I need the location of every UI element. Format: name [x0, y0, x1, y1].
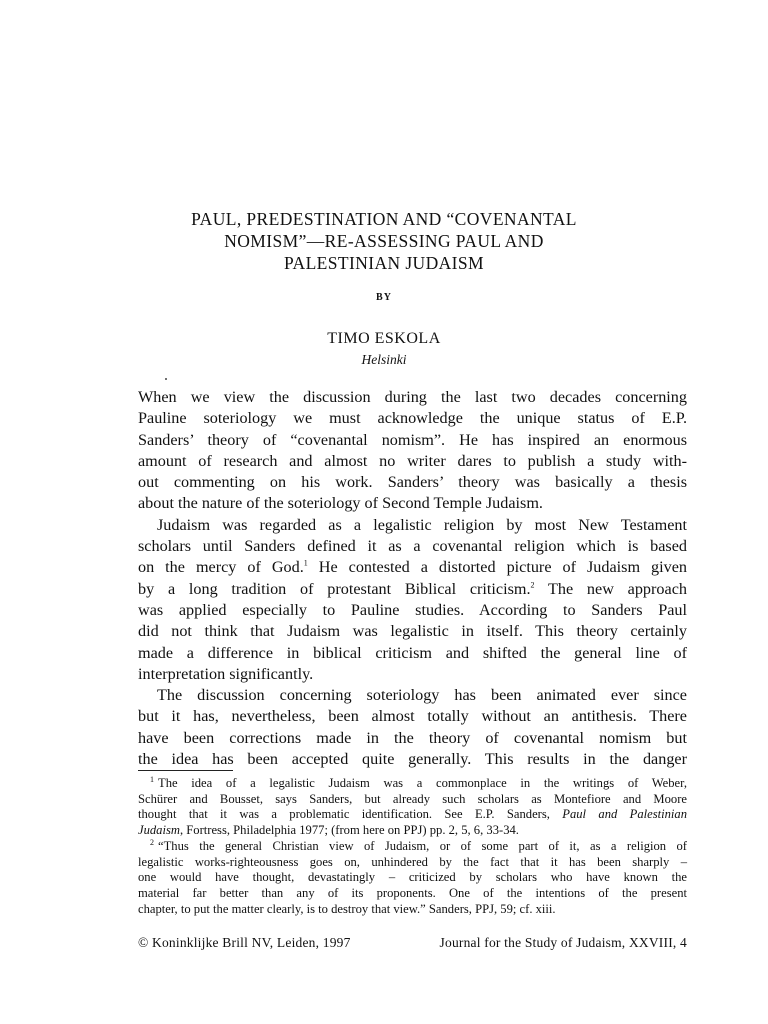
text-line: scholars until Sanders defined it as a covenantal religion which is based	[138, 537, 687, 556]
text-line	[138, 839, 687, 855]
byline-label: BY	[376, 292, 392, 303]
text-line: was applied especially to Pauline studies. According to Sanders Paul	[138, 600, 687, 619]
footnote-separator	[138, 770, 233, 771]
text-line: one would have thought, devastatingly – criticized by scholars who have known the	[138, 870, 687, 885]
paragraph-2	[138, 515, 687, 685]
title-line-3: PALESTINIAN JUDAISM	[284, 253, 484, 273]
text-line: out commenting on his work. Sanders’ theory was basically a thesis	[138, 473, 687, 492]
footnote-number: 1	[150, 774, 154, 784]
text-line	[138, 807, 687, 823]
journal-citation: Journal for the Study of Judaism, XXVIII, 4	[439, 935, 687, 950]
article-body	[138, 387, 687, 770]
footnote-ref-1[interactable]: 1	[303, 558, 308, 568]
text-line: When we view the discussion during the last two decades concerning	[138, 388, 687, 406]
text-line: Sanders’ theory of “covenantal nomism”. He has inspired an enormous	[138, 430, 687, 449]
text-run: “Thus the general Christian view of Judaism, or of some part of it, as a religion of	[158, 838, 687, 853]
footnote-1	[138, 776, 687, 839]
paragraph-3	[138, 685, 687, 770]
text-line: interpretation significantly.	[138, 664, 314, 683]
title-line-2: NOMISM”—RE-ASSESSING PAUL AND	[224, 231, 544, 251]
text-line: but it has, nevertheless, been almost totally without an antithesis. There	[138, 707, 687, 726]
text-run: The new approach	[534, 579, 687, 598]
footnote-ref-2[interactable]: 2	[530, 580, 535, 590]
title-line-1: PAUL, PREDESTINATION AND “COVENANTAL	[191, 209, 577, 229]
text-line: chapter, to put the matter clearly, is to destroy that view.” Sanders, PPJ, 59; cf. xiii.	[138, 901, 556, 916]
text-line: about the nature of the soteriology of Second Temple Judaism.	[138, 494, 543, 513]
text-line: Pauline soteriology we must acknowledge the unique status of E.P.	[138, 409, 687, 428]
text-run: on the mercy of God.	[138, 558, 304, 577]
text-line: the idea has been accepted quite generally. This results in the danger	[138, 750, 687, 769]
text-line: material far better than any of its proponents. One of the intentions of the present	[138, 885, 687, 900]
text-run: He contested a distorted picture of Judaism given	[307, 558, 687, 577]
text-run: The idea of a legalistic Judaism was a commonplace in the writings of Weber,	[158, 776, 687, 790]
footnotes	[138, 776, 687, 917]
text-line: Schürer and Bousset, says Sanders, but already such scholars as Montefiore and Moore	[138, 791, 687, 806]
text-line: legalistic works-righteousness goes on, unhindered by the fact that it has been sharply –	[138, 854, 687, 869]
text-line	[138, 776, 687, 792]
footnote-2	[138, 839, 687, 918]
text-run: thought that it was a problematic identification. See E.P. Sanders,	[138, 807, 563, 822]
book-title: Judaism	[138, 823, 180, 838]
text-line	[138, 557, 687, 578]
text-line: amount of research and almost no writer dares to publish a study with-	[138, 451, 687, 470]
text-line: did not think that Judaism was legalistic in itself. This theory certainly	[138, 622, 687, 641]
book-title: Paul and Palestinian	[562, 807, 688, 822]
article-title	[120, 208, 648, 274]
text-run: by a long tradition of protestant Biblical criticism.	[138, 579, 531, 598]
text-line	[138, 823, 687, 839]
page-footer	[138, 935, 687, 951]
author-affiliation: Helsinki	[361, 352, 407, 367]
text-line	[138, 579, 687, 600]
text-line: The discussion concerning soteriology has been animated ever since	[157, 686, 687, 705]
text-line: made a difference in biblical criticism and shifted the general line of	[138, 643, 687, 662]
text-line: have been corrections made in the theory of covenantal nomism but	[138, 728, 687, 747]
author-name: TIMO ESKOLA	[327, 330, 441, 347]
copyright-notice: © Koninklijke Brill NV, Leiden, 1997	[138, 935, 351, 950]
text-run: , Fortress, Philadelphia 1977; (from here on PPJ) pp. 2, 5, 6, 33-34.	[179, 823, 519, 838]
paragraph-1	[138, 387, 687, 515]
text-line: Judaism was regarded as a legalistic religion by most New Testament	[157, 515, 687, 534]
footnote-number: 2	[150, 837, 154, 847]
stray-mark	[165, 378, 167, 380]
